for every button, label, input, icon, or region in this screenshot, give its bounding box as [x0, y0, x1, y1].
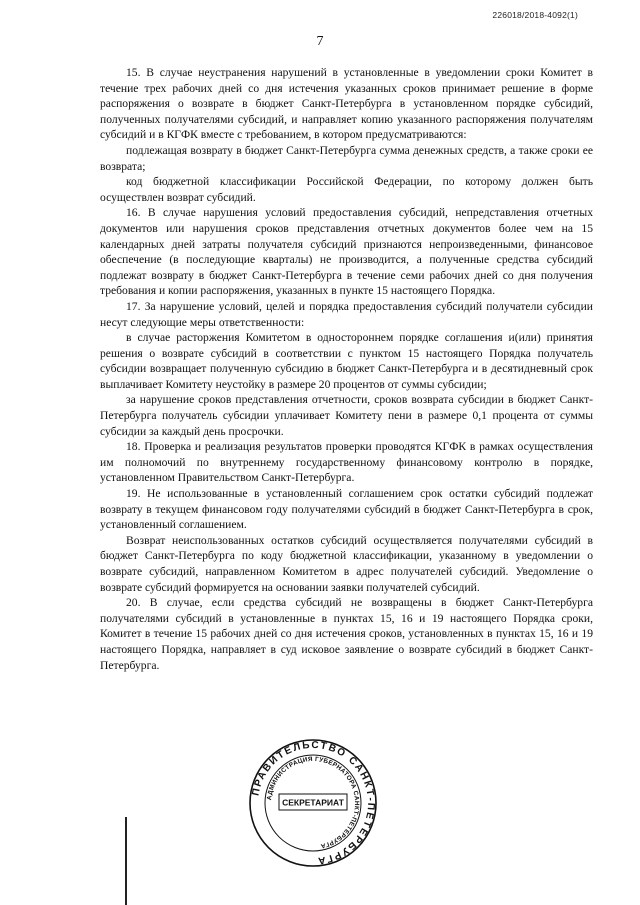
- seal-center-text: СЕКРЕТАРИАТ: [282, 797, 344, 808]
- page-number: 7: [316, 34, 324, 49]
- paragraph-18: 18. Проверка и реализация результатов проверки проводятся КГФК в рамках осуществления им полномочий по внутреннему государственному финансовому контролю в порядке, установленном Правительством Санкт-Петербурга.: [100, 440, 593, 485]
- paragraph-17-item-penalty: за нарушение сроков представления отчетности, сроков возврата субсидии в бюджет Санкт-Петербурга получатель субсидии уплачивает Комитету пени в размере 0,1 процента от суммы субсидии за каждый день просрочки.: [100, 393, 593, 438]
- paragraph-15-item-amount: подлежащая возврату в бюджет Санкт-Петербурга сумма денежных средств, а также сроки ее возврата;: [100, 143, 593, 173]
- document-body: [100, 65, 593, 673]
- seal-outer-text: ПРАВИТЕЛЬСТВО САНКТ-ПЕТЕРБУРГА: [250, 739, 377, 867]
- official-seal: [248, 738, 378, 868]
- paragraph-20: 20. В случае, если средства субсидий не возвращены в бюджет Санкт-Петербурга получателями субсидий в установленные в пунктах 15, 16 и 19 настоящего Порядка сроки, Комитет в течение 15 рабочих дней со дня истечения сроков, установленных в пунктах 15, 16 и 19 настоящего Порядка, направляет в суд исковое заявление о возврате субсидий в бюджет Санкт-Петербурга.: [100, 596, 593, 672]
- document-number: 226018/2018-4092(1): [492, 10, 578, 20]
- paragraph-17-item-termination: в случае расторжения Комитетом в одностороннем порядке соглашения и(или) принятия решения о возврате субсидий в соответствии с пунктом 15 настоящего Порядка получатель субсидии возвращает полученную субсидию в бюджет Санкт-Петербурга и в десятидневный срок выплачивает Комитету неустойку в размере 20 процентов от суммы субсидии;: [100, 331, 593, 391]
- seal-inner-text: АДМИНИСТРАЦИЯ ГУБЕРНАТОРА САНКТ-ПЕТЕРБУРГА: [266, 755, 361, 850]
- paragraph-15: 15. В случае неустранения нарушений в установленные в уведомлении сроки Комитет в течение трех рабочих дней со дня истечения указанных сроков принимает решение в форме распоряжения о возврате в бюджет Санкт-Петербурга в установленном порядке субсидий, полученных получателями субсидий, и направляет копию указанного распоряжения получателям субсидий и в КГФК вместе с требованием, в котором предусматриваются:: [100, 66, 593, 142]
- margin-line: [125, 817, 127, 905]
- paragraph-19-return: Возврат неиспользованных остатков субсидий осуществляется получателями субсидий в бюджет Санкт-Петербурга по коду бюджетной классификации, указанному в уведомлении о возврате субсидий, направленном Комитетом в адрес получателей субсидий. Уведомление о возврате субсидий формируется на основании заявки получателей субсидий.: [100, 533, 593, 594]
- paragraph-16: 16. В случае нарушения условий предоставления субсидий, непредставления отчетных документов или нарушения сроков представления отчетных документов более чем на 15 календарных дней затраты получателя субсидий признаются непроизведенными, финансовое обеспечение (в последующие кварталы) не производится, а полученные средства субсидий подлежат возврату в бюджет Санкт-Петербурга в течение семи рабочих дней со дня получения требования и копии распоряжения, указанных в пункте 15 настоящего Порядка.: [100, 206, 593, 298]
- paragraph-19: 19. Не использованные в установленный соглашением срок остатки субсидий подлежат возврату в текущем финансовом году получателями субсидий в бюджет Санкт-Петербурга в срок, установленный соглашением.: [100, 487, 593, 532]
- paragraph-17: 17. За нарушение условий, целей и порядка предоставления субсидий получатели субсидии несут следующие меры ответственности:: [100, 299, 593, 329]
- paragraph-15-item-code: код бюджетной классификации Российской Федерации, по которому должен быть осуществлен возврат субсидий.: [100, 175, 593, 204]
